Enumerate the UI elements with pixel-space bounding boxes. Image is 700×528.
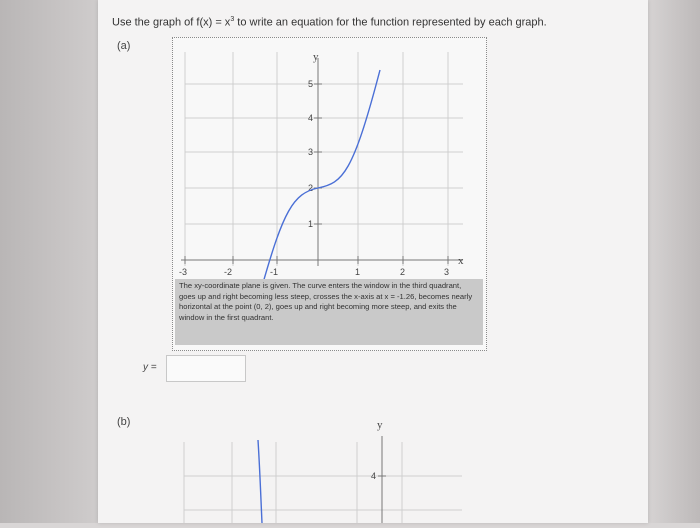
y-axis-label: y [313,51,319,63]
x-axis-label: x [458,255,464,267]
axis-ticks [185,84,448,264]
part-a-label: (a) [117,40,131,52]
y-tick-label-4-b: 4 [371,471,377,481]
x-tick-2: 2 [400,267,406,277]
x-tick-1: 1 [355,267,361,277]
x-tick-neg1: -1 [270,267,279,277]
y-axis-label-b: y [377,419,383,431]
graph-b [172,412,485,523]
grid-b [184,442,462,523]
x-tick-neg3: -3 [179,267,188,277]
cubic-curve [263,70,380,283]
x-tick-3: 3 [444,267,450,277]
x-tick-labels [179,267,449,277]
y-tick-3: 3 [308,147,314,157]
part-b-label: (b) [117,416,131,428]
y-tick-5: 5 [308,79,314,89]
background-right [648,0,700,523]
question-text: Use the graph of $f(x) = x^3$ to write an equation for the function represented by each graph. [112,16,547,29]
graph-a-caption: The xy-coordinate plane is given. The curve enters the window in the third quadrant, goes up and right becoming less steep, crosses the x-axis at x = -1.26, becomes nearly horizontal at the point (0, 2), goes up and right becoming more steep, and exits the window in the first quadrant. [175,279,483,345]
answer-input-a[interactable] [166,355,246,382]
y-tick-2: 2 [308,183,314,193]
background-left [0,0,98,523]
grid-horizontal [185,84,463,224]
cubic-curve-b [258,440,262,523]
y-tick-labels [308,79,313,229]
y-tick-4: 4 [308,113,314,123]
graph-b-plot [172,412,485,523]
answer-label-a: y = [143,362,157,373]
y-tick-1: 1 [308,219,314,229]
graph-a-plot [173,38,486,283]
x-tick-neg2: -2 [224,267,233,277]
